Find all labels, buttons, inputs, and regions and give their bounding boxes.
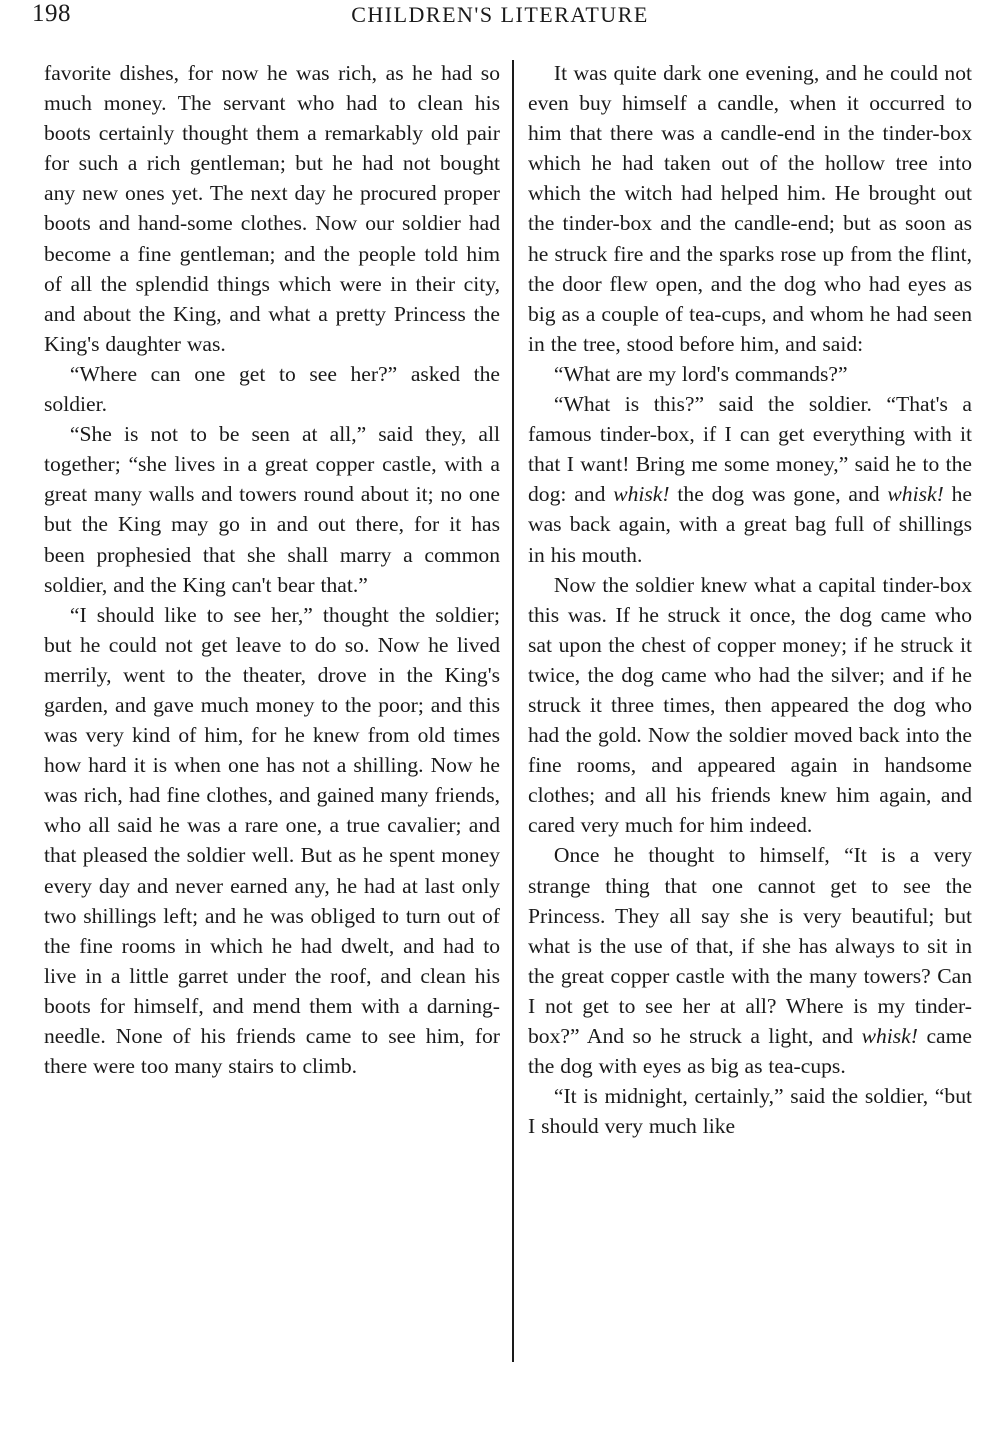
emphasis: whisk! [887,482,944,507]
paragraph: favorite dishes, for now he was rich, as he had so much money. The servant who had to clean his boots certainly thought them a remarkably old pair for such a rich gentleman; but he had not bought any new ones yet. The next day he procured proper boots and hand-some clothes. Now our soldier had become a fine gentleman; and the people told him of all the splendid things which were in their city, and about the King, and what a pretty Princess the King's daughter was. [44,61,500,356]
emphasis: whisk! [861,1024,918,1048]
text-run: “What is this?” said the soldier. “That's a famous tinder-box, if I can get everything with it that I want! Bring me some money,” said he to the dog: and [528,392,972,507]
paragraph: “What are my lord's commands?” [553,361,848,386]
right-column [528,58,972,1141]
paragraph: “Where can one get to see her?” asked the soldier. [44,361,500,417]
column-divider [512,60,514,1362]
emphasis: whisk! [613,482,670,507]
page-header [0,0,1000,40]
text-run: Once he thought to himself, “It is a very strange thing that one cannot get to see the Princess. They all say she is very beautiful; but what is the use of that, if she has always to sit in the great copper castle with the many towers? Can I not get to see her at all? Where is my tinder-box?” And so he struck a light, and [528,843,972,1048]
paragraph: “She is not to be seen at all,” said they, all together; “she lives in a great copper castle, with a great many walls and towers round about it; no one but the King may go in and out there, for it has been prophesied that she shall marry a common soldier, and the King can't bear that.” [44,422,500,597]
running-title: CHILDREN'S LITERATURE [351,2,649,27]
paragraph [528,389,972,570]
page-number: 198 [32,0,71,27]
text-run: the dog was gone, and [669,482,888,507]
text-run: came the dog with eyes as big as tea-cups. [528,1024,972,1079]
paragraph: Now the soldier knew what a capital tinder-box this was. If he struck it once, the dog came who sat upon the chest of copper money; if he struck it twice, the dog came who had the silver; and if he struck it three times, then appeared the dog who had the gold. Now the soldier moved back into the fine rooms, and appeared again in handsome clothes; and all his friends knew him again, and cared very much for him indeed. [528,572,972,838]
paragraph [528,840,972,1081]
text-run: he was back again, with a great bag full of shillings in his mouth. [528,482,972,567]
paragraph: It was quite dark one evening, and he could not even buy himself a candle, when it occurred to him that there was a candle-end in the tinder-box which he had taken out of the hollow tree into which the witch had helped him. He brought out the tinder-box and the candle-end; but as soon as he struck fire and the sparks rose up from the flint, the door flew open, and the dog who had eyes as big as a couple of tea-cups, and whom he had seen in the tree, stood before him, and said: [528,61,972,356]
paragraph: “I should like to see her,” thought the soldier; but he could not get leave to do so. Now he lived merrily, went to the theater, drove in the King's garden, and gave much money to the poor; and this was very kind of him, for he knew from old times how hard it is when one has not a shilling. Now he was rich, had fine clothes, and gained many friends, who all said he was a rare one, a true cavalier; and that pleased the soldier well. But as he spent money every day and never earned any, he had at last only two shillings left; and he was obliged to turn out of the fine rooms in which he had dwelt, and had to live in a little garret under the roof, and clean his boots for himself, and mend them with a darning-needle. None of his friends came to see him, for there were too many stairs to climb. [44,602,500,1079]
left-column [44,58,500,1081]
paragraph: “It is midnight, certainly,” said the soldier, “but I should very much like [528,1084,972,1139]
